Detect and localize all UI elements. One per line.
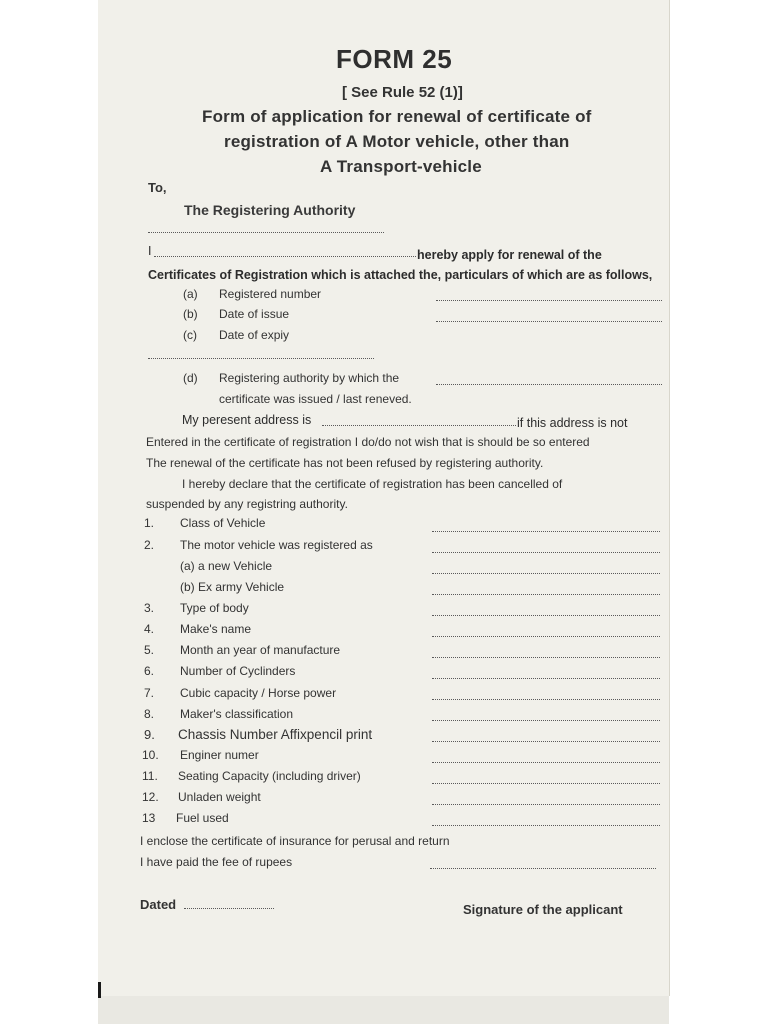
form-heading-line-1: Form of application for renewal of certificate of (202, 107, 592, 126)
particular-key-d: (d) (183, 371, 198, 385)
cylinders-field[interactable] (432, 678, 660, 679)
class-of-vehicle-field[interactable] (432, 531, 660, 532)
particular-registered-number: Registered number (219, 287, 322, 301)
insurance-statement: I enclose the certificate of insurance for perusal and return (140, 834, 450, 848)
item-month-year-of-manufacture: Month an year of manufacture (180, 643, 341, 657)
particular-key-a: (a) (183, 287, 198, 301)
item-number: 2. (144, 538, 155, 552)
particular-key-c: (c) (183, 328, 197, 342)
item-chassis-number: Chassis Number Affixpencil print (178, 727, 373, 742)
item-unladen-weight: Unladen weight (178, 790, 261, 804)
item-number: 5. (144, 643, 155, 657)
item-number: 10. (142, 748, 159, 762)
item-number: 9. (144, 727, 155, 742)
item-number: 7. (144, 686, 155, 700)
item-seating-capacity: Seating Capacity (including driver) (178, 769, 361, 783)
item-number: 1. (144, 516, 155, 530)
cubic-capacity-field[interactable] (432, 699, 660, 700)
item-new-vehicle: (a) a new Vehicle (180, 559, 273, 573)
form-title: FORM 25 (336, 44, 453, 74)
item-number: 11. (142, 769, 158, 783)
chassis-number-field[interactable] (432, 741, 660, 742)
fee-amount-field[interactable] (430, 868, 656, 869)
entered-line: Entered in the certificate of registration I do/do not wish that is should be so entered (146, 435, 590, 449)
makers-name-field[interactable] (432, 636, 660, 637)
scan-bottom-strip (98, 996, 669, 1024)
registering-authority-field[interactable] (436, 384, 662, 385)
item-type-of-body: Type of body (180, 601, 249, 615)
date-field[interactable] (184, 908, 274, 909)
apply-text: hereby apply for renewal of the (417, 248, 602, 262)
item-cubic-capacity: Cubic capacity / Horse power (180, 686, 337, 700)
dated-label: Dated (140, 897, 177, 912)
registered-number-field[interactable] (436, 300, 662, 301)
seating-capacity-field[interactable] (432, 783, 660, 784)
item-class-of-vehicle: Class of Vehicle (180, 516, 266, 530)
date-of-expiry-field[interactable] (148, 358, 374, 359)
applicant-name-field[interactable] (154, 256, 416, 257)
particular-key-b: (b) (183, 307, 198, 321)
certificates-line: Certificates of Registration which is attached the, particulars of which are as follows, (148, 268, 653, 282)
makers-classification-field[interactable] (432, 720, 660, 721)
authority-address-field[interactable] (148, 232, 384, 233)
unladen-weight-field[interactable] (432, 804, 660, 805)
rule-reference: [ See Rule 52 (1)] (342, 84, 463, 101)
fuel-used-field[interactable] (432, 825, 660, 826)
item-number: 12. (142, 790, 159, 804)
if-address-not: if this address is not (517, 416, 628, 430)
form-heading-line-2: registration of A Motor vehicle, other than (224, 132, 570, 151)
manufacture-date-field[interactable] (432, 657, 660, 658)
particular-registering-authority: Registering authority by which the (219, 371, 400, 385)
registering-authority: The Registering Authority (184, 202, 356, 218)
ex-army-vehicle-field[interactable] (432, 594, 660, 595)
item-number: 6. (144, 664, 155, 678)
registered-as-field[interactable] (432, 552, 660, 553)
item-number: 4. (144, 622, 155, 636)
date-of-issue-field[interactable] (436, 321, 662, 322)
i-label: I (148, 244, 152, 258)
new-vehicle-field[interactable] (432, 573, 660, 574)
particular-date-of-expiry: Date of expiy (219, 328, 290, 342)
item-registered-as: The motor vehicle was registered as (180, 538, 373, 552)
form-heading-line-3: A Transport-vehicle (320, 157, 482, 176)
item-makers-classification: Maker's classification (180, 707, 293, 721)
item-ex-army-vehicle: (b) Ex army Vehicle (180, 580, 285, 594)
type-of-body-field[interactable] (432, 615, 660, 616)
item-number: 3. (144, 601, 155, 615)
item-number-of-cylinders: Number of Cyclinders (180, 664, 296, 678)
item-fuel-used: Fuel used (176, 811, 229, 825)
to-label: To, (148, 180, 167, 195)
engine-number-field[interactable] (432, 762, 660, 763)
present-address-field[interactable] (322, 425, 516, 426)
signature-label: Signature of the applicant (463, 902, 623, 917)
item-number: 8. (144, 707, 155, 721)
item-makers-name: Make's name (180, 622, 251, 636)
renewal-line: The renewal of the certificate has not been refused by registering authority. (146, 456, 544, 470)
particular-registering-authority-cont: certificate was issued / last reneved. (219, 392, 412, 406)
present-address-label: My peresent address is (182, 413, 312, 427)
declare-line-1: I hereby declare that the certificate of registration has been cancelled of (182, 477, 563, 491)
scan-edge-mark (98, 982, 101, 998)
declare-line-2: suspended by any registring authority. (146, 497, 348, 511)
item-number: 13 (142, 811, 156, 825)
item-engine-number: Enginer numer (180, 748, 259, 762)
fee-statement: I have paid the fee of rupees (140, 855, 293, 869)
particular-date-of-issue: Date of issue (219, 307, 290, 321)
